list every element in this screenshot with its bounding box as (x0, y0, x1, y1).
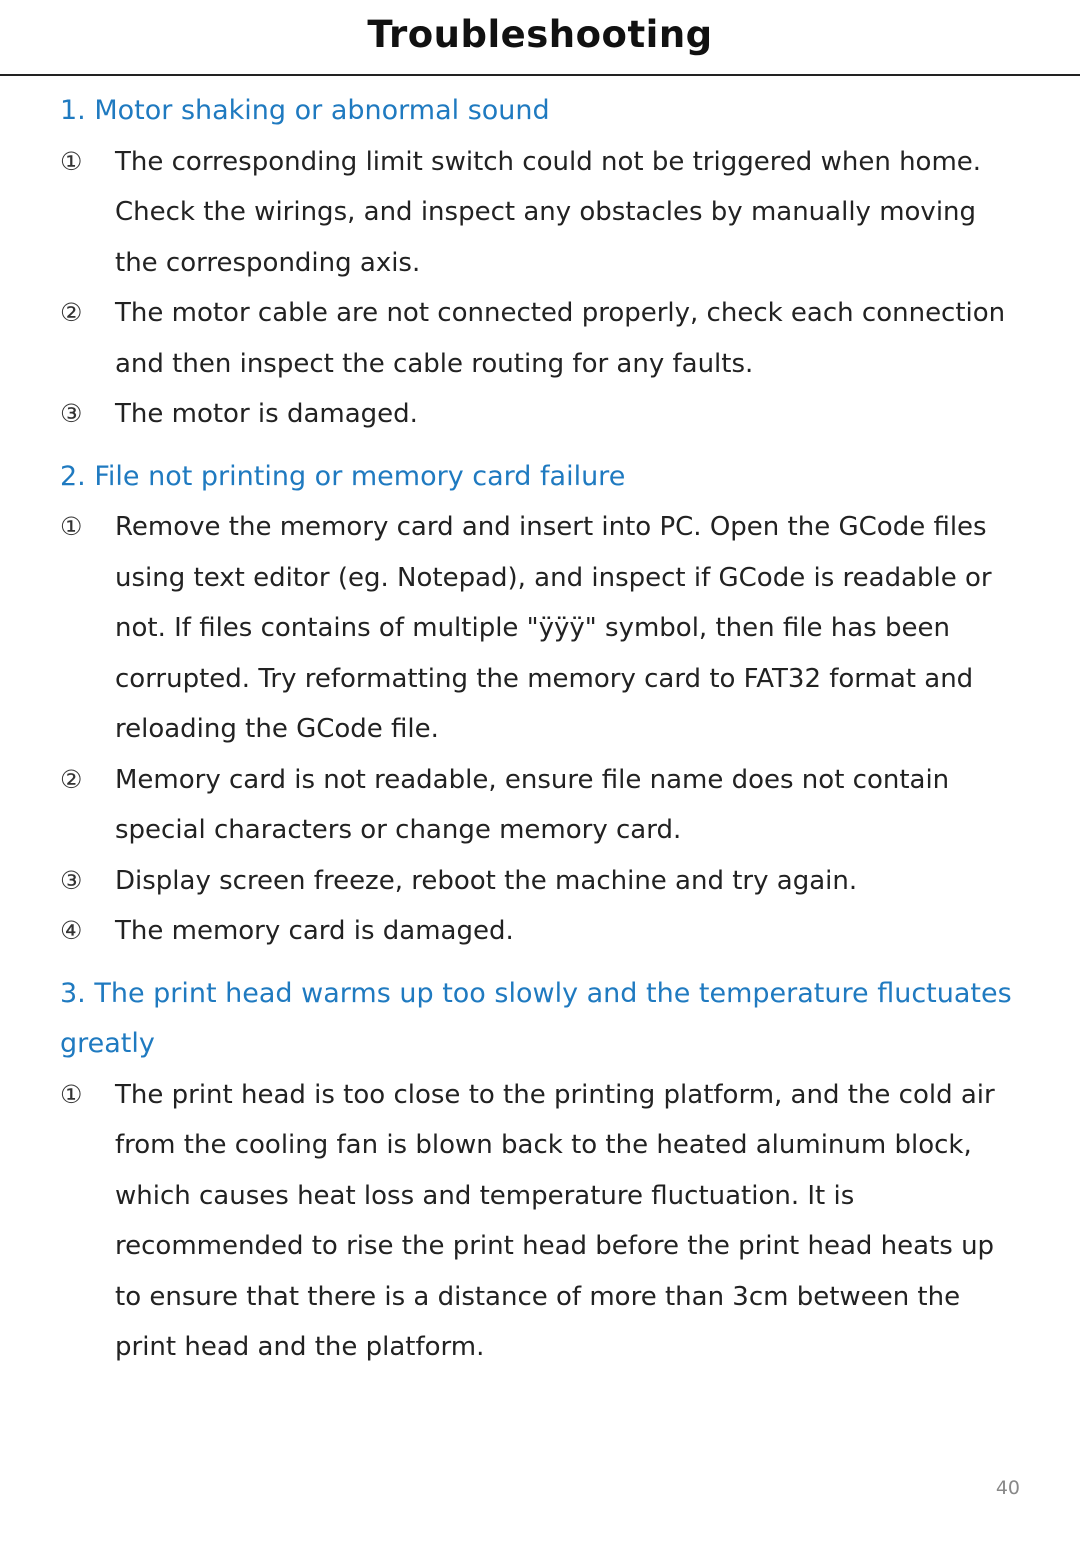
section-print-head-warm-up (60, 969, 1020, 1373)
item-marker: ① (60, 512, 83, 541)
title-divider (0, 74, 1080, 76)
list-item (60, 906, 1020, 957)
item-marker: ① (60, 1079, 83, 1109)
item-marker: ③ (60, 865, 83, 895)
list-item (60, 856, 1020, 907)
page-title: Troubleshooting (367, 13, 713, 56)
item-marker: ② (60, 764, 83, 794)
item-marker: ① (60, 146, 83, 176)
item-text: Memory card is not readable, ensure file name does not contain special characters or change memory card. (115, 764, 950, 845)
item-text: Remove the memory card and insert into PC. Open the GCode files using text editor (eg. Notepad), and inspect if GCode is readable or not. If files contains of multiple "ÿÿÿ" symbol, then file has been corrupted. Try reformatting the memory card to FAT32 format and reloading the GCode file. (115, 512, 992, 744)
item-marker: ② (60, 298, 83, 327)
page-content (60, 86, 1020, 1373)
item-text: The motor cable are not connected properly, check each connection and then inspect the cable routing for any faults. (115, 298, 1006, 379)
item-text: The print head is too close to the printing platform, and the cold air from the cooling fan is blown back to the heated aluminum block, which causes heat loss and temperature fluctuation. It is recommended to rise the print head before the print head heats up to ensure that there is a distance of more than 3cm between the print head and the platform. (115, 1079, 995, 1362)
section-heading: 1. Motor shaking or abnormal sound (60, 95, 550, 126)
list-item (60, 502, 1020, 755)
list-item (60, 1070, 1020, 1373)
list-item (60, 137, 1020, 289)
item-text: Display screen freeze, reboot the machine and try again. (115, 865, 858, 896)
item-text: The motor is damaged. (115, 399, 418, 429)
section-file-not-printing (60, 452, 1020, 957)
item-text: The memory card is damaged. (115, 916, 514, 946)
page-number: 40 (995, 1477, 1020, 1499)
section-motor-shaking (60, 86, 1020, 440)
section-heading: 2. File not printing or memory card failure (60, 460, 626, 492)
item-marker: ③ (60, 399, 83, 428)
list-item (60, 389, 1020, 440)
list-item (60, 288, 1020, 389)
item-text: The corresponding limit switch could not be triggered when home. Check the wirings, and inspect any obstacles by manually moving the corresponding axis. (115, 146, 982, 278)
section-heading: 3. The print head warms up too slowly and the temperature fluctuates greatly (60, 977, 1012, 1059)
list-item (60, 755, 1020, 856)
item-marker: ④ (60, 916, 83, 945)
